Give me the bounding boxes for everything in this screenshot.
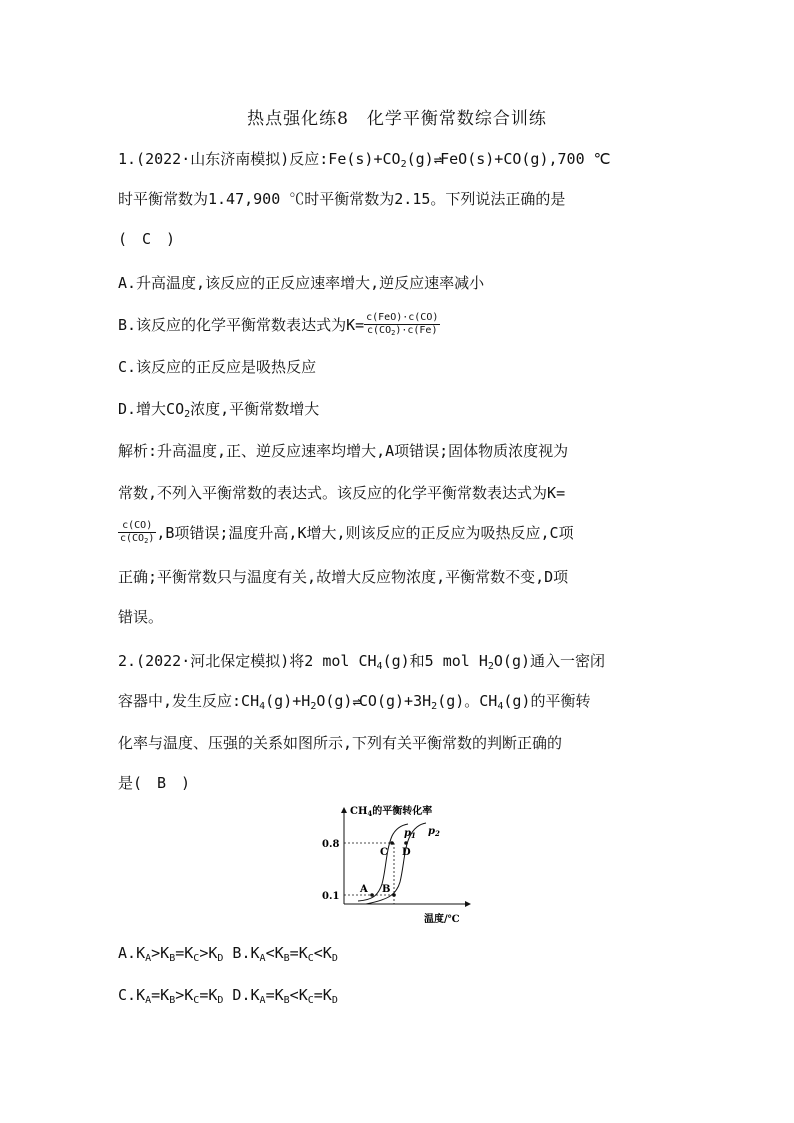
q1-stem-text-b: (g) bbox=[406, 150, 434, 168]
tick-label-0-1: 0.1 bbox=[322, 891, 340, 902]
y-axis-label: $CH_4$的平衡转化率 bbox=[350, 806, 433, 818]
q1-option-c: C.该反应的正反应是吸热反应 bbox=[118, 358, 317, 376]
fraction-numerator: c(CO) bbox=[118, 520, 156, 533]
point-b bbox=[392, 893, 396, 897]
q1-analysis-line1: 解析:升高温度,正、逆反应速率均增大,A项错误;固体物质浓度视为 bbox=[118, 442, 569, 460]
q1-analysis-line5: 错误。 bbox=[118, 608, 164, 626]
q1-option-d: D.增大$CO_2$浓度,平衡常数增大 bbox=[118, 400, 320, 420]
q1-analysis-line3: $\frac{c(CO)}{c(CO_2)}$ ,B项错误;温度升高,K增大,则该反应的正反应为吸热反应,C项 bbox=[120, 520, 574, 545]
equilibrium-arrow-icon: ⇌ bbox=[433, 152, 441, 168]
equilibrium-arrow-icon: ⇌ bbox=[352, 694, 359, 710]
page-title: 热点强化练8 化学平衡常数综合训练 bbox=[247, 109, 547, 129]
q2-stem-line2: 容器中,发生反应$:CH_4(g)+H_2O(g)\rightleftharpoons CO(g)+3H_2(g)$。$CH_4(g)$的平衡转 bbox=[118, 692, 591, 712]
curve-label-p1: $p_1$ bbox=[404, 828, 416, 840]
fraction-numerator: c(FeO)·c(CO) bbox=[366, 312, 439, 323]
q1-analysis-line2: 常数,不列入平衡常数的表达式。该反应的化学平衡常数表达式为K= bbox=[118, 484, 566, 502]
curve-label-p2: $p_2$ bbox=[428, 826, 440, 838]
curve-p2 bbox=[366, 823, 426, 904]
point-label-b: B bbox=[382, 884, 391, 895]
q1-option-b-text: B.该反应的化学平衡常数表达式为K= bbox=[118, 316, 365, 334]
conversion-graph bbox=[320, 800, 480, 930]
q1-stem-line2: 时平衡常数为1.47,900 ℃时平衡常数为2.15。下列说法正确的是 bbox=[118, 190, 566, 208]
q1-stem-text-a: 1.(2022·山东济南模拟)反应:Fe(s)+CO bbox=[118, 150, 401, 168]
q2-options-line1: $A.K_A>K_B=K_C>K_D$ $B.K_A<K_B=K_C<K_D$ bbox=[118, 944, 338, 964]
q1-stem-line1 bbox=[118, 148, 688, 176]
q1-option-b-fraction bbox=[364, 312, 440, 339]
fraction-denominator: $c(CO_2)$ bbox=[120, 533, 155, 545]
point-label-d: D bbox=[402, 847, 411, 858]
q2-stem-line1: 2.(2022·河北保定模拟)将2 mol $CH_4(g)$和5 mol $H_2O(g)$通入一密闭 bbox=[118, 652, 606, 672]
q1-option-a: A.升高温度,该反应的正反应速率增大,逆反应速率减小 bbox=[118, 274, 485, 292]
point-label-c: C bbox=[380, 847, 388, 858]
point-c bbox=[390, 841, 394, 845]
q1-stem-sub: 2 bbox=[400, 159, 407, 170]
q2-options-line2: $C.K_A=K_B>K_C=K_D$ $D.K_A=K_B<K_C=K_D$ bbox=[118, 986, 338, 1006]
x-axis-label: 温度/℃ bbox=[424, 914, 460, 925]
point-a bbox=[370, 893, 374, 897]
q1-analysis-fraction bbox=[118, 520, 156, 547]
q2-stem-line3: 化率与温度、压强的关系如图所示,下列有关平衡常数的判断正确的 bbox=[118, 734, 563, 752]
fraction-denominator: $c(CO_2)\cdot c(Fe)$ bbox=[367, 325, 438, 337]
q1-stem-text-c: FeO(s)+CO(g),700 ℃ bbox=[440, 150, 611, 168]
point-d bbox=[404, 841, 408, 845]
point-label-a: A bbox=[360, 884, 368, 895]
q1-answer: ( C ) bbox=[118, 230, 176, 248]
q2-answer: 是( B ) bbox=[118, 774, 191, 792]
tick-label-0-8: 0.8 bbox=[322, 839, 340, 850]
q1-option-b bbox=[118, 312, 688, 339]
q1-analysis-line4: 正确;平衡常数只与温度有关,故增大反应物浓度,平衡常数不变,D项 bbox=[118, 568, 569, 586]
